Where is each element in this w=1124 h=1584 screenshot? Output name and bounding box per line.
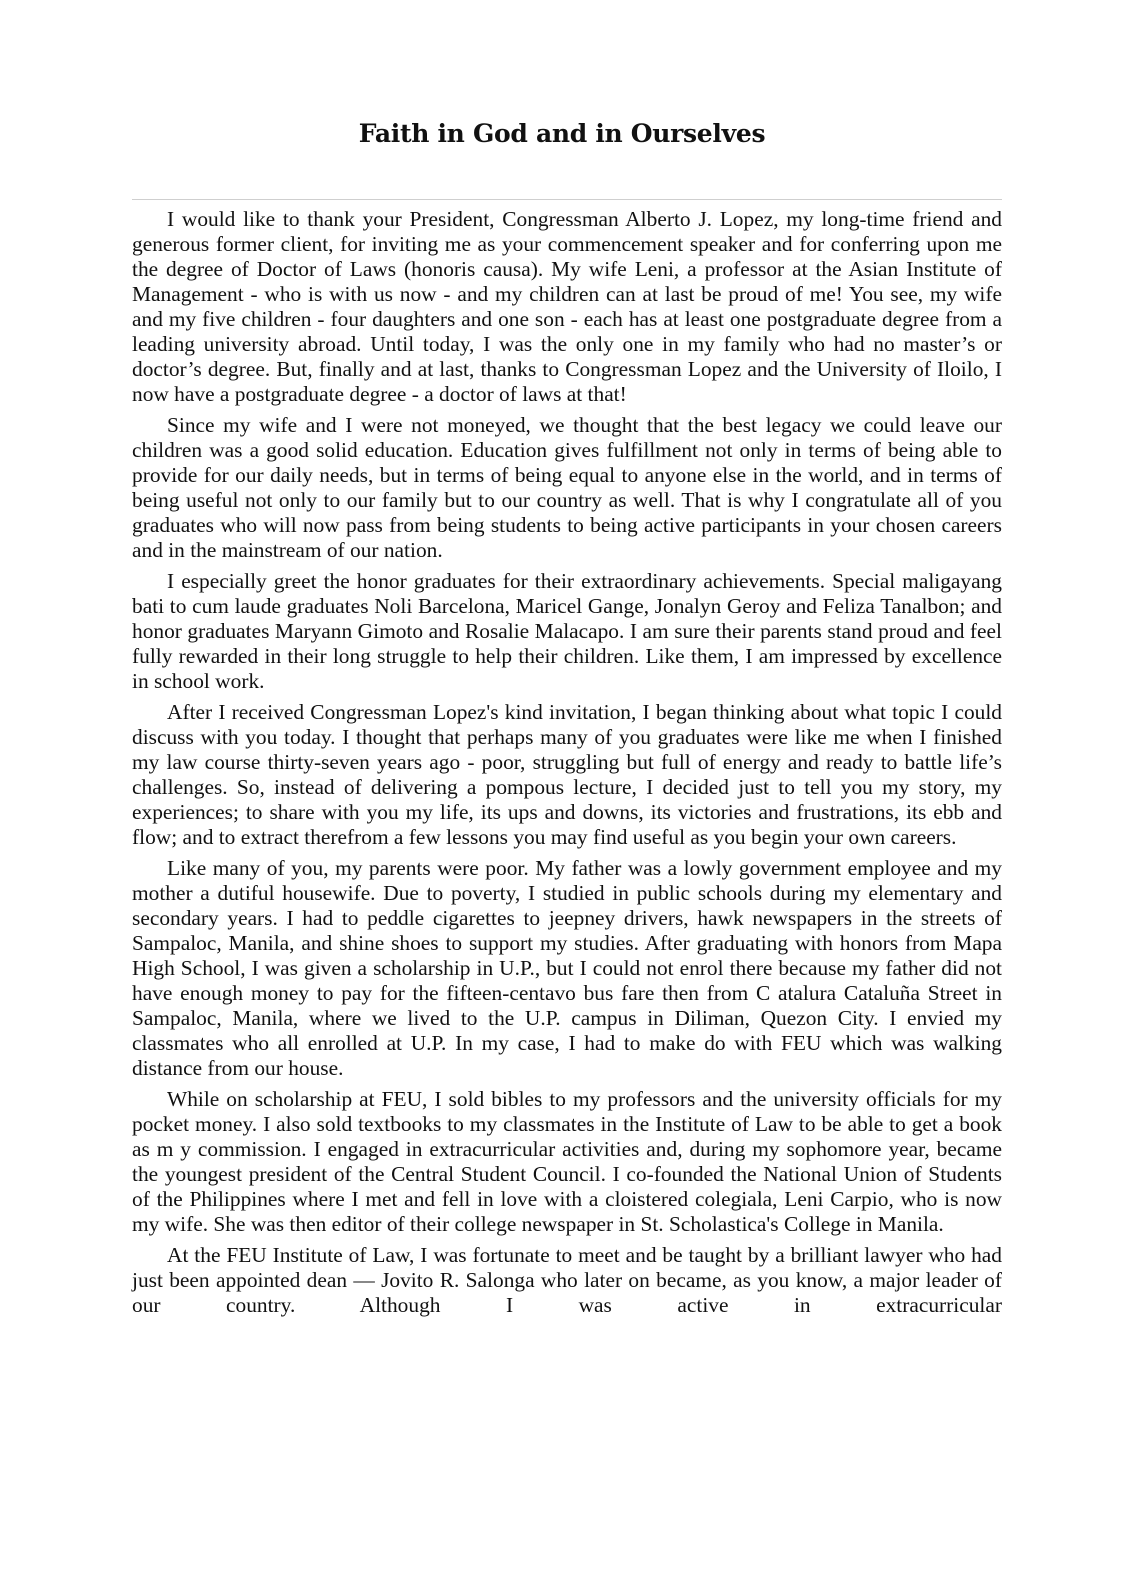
paragraph: I would like to thank your President, Congressman Alberto J. Lopez, my long-time friend and generous former client, for inviting me as your commencement speaker and for conferring upon me the degree of Doctor of Laws (honoris causa). My wife Leni, a professor at the Asian Institute of Management - who is with us now - and my children can at last be proud of me! You see, my wife and my five children - four daughters and one son - each has at least one postgraduate degree from a leading university abroad. Until today, I was the only one in my family who had no master’s or doctor’s degree. But, finally and at last, thanks to Congressman Lopez and the University of Iloilo, I now have a postgraduate degree - a doctor of laws at that!	[132, 207, 1002, 406]
paragraph: At the FEU Institute of Law, I was fortunate to meet and be taught by a brilliant lawyer who had just been appointed dean — Jovito R. Salonga who later on became, as you know, a major leader of our country. Although I was active in extracurricular	[132, 1243, 1002, 1317]
paragraph: While on scholarship at FEU, I sold bibles to my professors and the university officials for my pocket money. I also sold textbooks to my classmates in the Institute of Law to be able to get a book as m y commission. I engaged in extracurricular activities and, during my sophomore year, became the youngest president of the Central Student Council. I co-founded the National Union of Students of the Philippines where I met and fell in love with a cloistered colegiala, Leni Carpio, who is now my wife. She was then editor of their college newspaper in St. Scholastica's College in Manila.	[132, 1087, 1002, 1236]
page-title: Faith in God and in Ourselves	[358, 119, 766, 148]
document-body	[132, 207, 1002, 1324]
paragraph: Like many of you, my parents were poor. My father was a lowly government employee and my mother a dutiful housewife. Due to poverty, I studied in public schools during my elementary and secondary years. I had to peddle cigarettes to jeepney drivers, hawk newspapers in the streets of Sampaloc, Manila, and shine shoes to support my studies. After graduating with honors from Mapa High School, I was given a scholarship in U.P., but I could not enrol there because my father did not have enough money to pay for the fifteen-centavo bus fare then from C atalura Cataluña Street in Sampaloc, Manila, where we lived to the U.P. campus in Diliman, Quezon City. I envied my classmates who all enrolled at U.P. In my case, I had to make do with FEU which was walking distance from our house.	[132, 856, 1002, 1080]
paragraph: I especially greet the honor graduates for their extraordinary achievements. Special maligayang bati to cum laude graduates Noli Barcelona, Maricel Gange, Jonalyn Geroy and Feliza Tanalbon; and honor graduates Maryann Gimoto and Rosalie Malacapo. I am sure their parents stand proud and feel fully rewarded in their long struggle to help their children. Like them, I am impressed by excellence in school work.	[132, 569, 1002, 693]
paragraph: After I received Congressman Lopez's kind invitation, I began thinking about what topic I could discuss with you today. I thought that perhaps many of you graduates were like me when I finished my law course thirty-seven years ago - poor, struggling but full of energy and ready to battle life’s challenges. So, instead of delivering a pompous lecture, I decided just to tell you my story, my experiences; to share with you my life, its ups and downs, its victories and frustrations, its ebb and flow; and to extract therefrom a few lessons you may find useful as you begin your own careers.	[132, 700, 1002, 849]
title-divider	[132, 199, 1002, 200]
paragraph: Since my wife and I were not moneyed, we thought that the best legacy we could leave our children was a good solid education. Education gives fulfillment not only in terms of being able to provide for our daily needs, but in terms of being equal to anyone else in the world, and in terms of being useful not only to our family but to our country as well. That is why I congratulate all of you graduates who will now pass from being students to being active participants in your chosen careers and in the mainstream of our nation.	[132, 413, 1002, 562]
